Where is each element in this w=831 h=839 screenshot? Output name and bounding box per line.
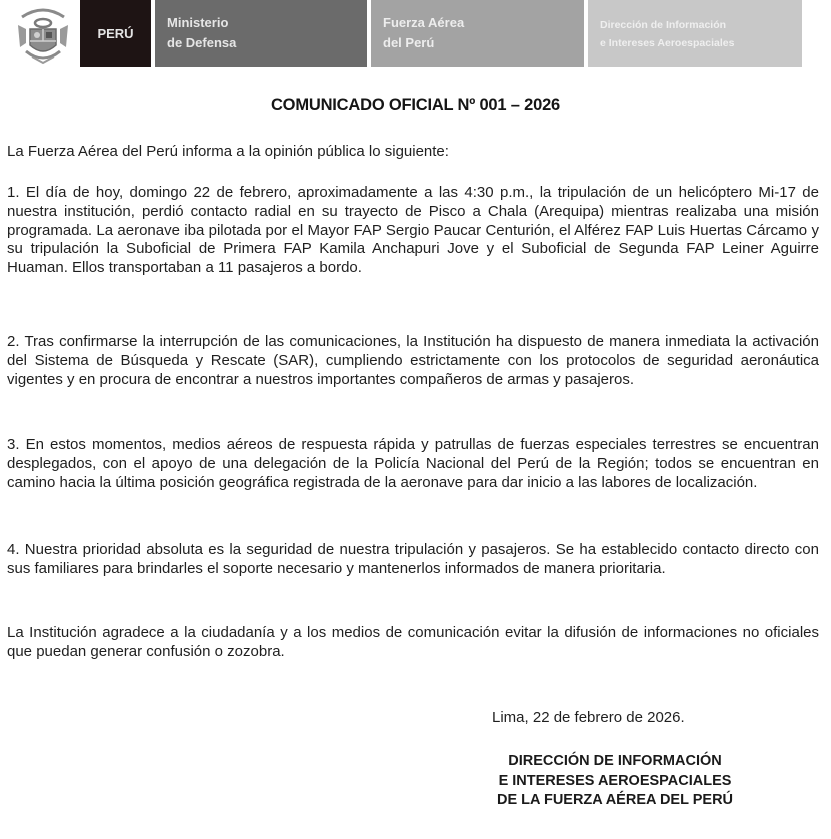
country-block [80,0,151,67]
letterhead [0,0,831,70]
place-date: Lima, 22 de febrero de 2026. [492,709,685,726]
signature-block [440,752,790,811]
country-label: PERÚ [97,25,134,41]
air-force-line-2: del Perú [383,35,435,50]
paragraph-3: 3. En estos momentos, medios aéreos de respuesta rápida y patrullas de fuerzas especiales terrestres se encuentran desplegados, con el apoyo de una delegación de la Policía Nacional del Perú de la Región; todos se encuentran en camino hacia la última posición geográfica registrada de la aeronave para dar inicio a las labores de localización. [7,436,819,491]
signature-line-1: DIRECCIÓN DE INFORMACIÓN [508,753,722,769]
air-force-line-1: Fuerza Aérea [383,15,465,30]
ministry-block [155,0,367,67]
directorate-line-1: Dirección de Información [600,19,727,31]
paragraph-4: 4. Nuestra prioridad absoluta es la seguridad de nuestra tripulación y pasajeros. Se ha establecido contacto directo con sus familiares para brindarles el soporte necesario y mantenerlos informados de manera prioritaria. [7,541,819,577]
ministry-line-1: Ministerio [167,15,229,30]
closing-paragraph: La Institución agradece a la ciudadanía y a los medios de comunicación evitar la difusión de informaciones no oficiales que puedan generar confusión o zozobra. [7,624,819,660]
intro-text: La Fuerza Aérea del Perú informa a la opinión pública lo siguiente: [7,143,449,160]
paragraph-1: 1. El día de hoy, domingo 22 de febrero, aproximadamente a las 4:30 p.m., la tripulación de un helicóptero Mi-17 de nuestra institución, perdió contacto radial en su trayecto de Pisco a Chala (Arequipa) mientras realizaba una misión programada. La aeronave iba pilotada por el Mayor FAP Sergio Paucar Centurión, el Alférez FAP Luis Huertas Cárcamo y su tripulación la Suboficial de Primera FAP Kamila Anchapuri Jove y el Suboficial de Segunda FAP Leiner Aguirre Huaman. Ellos transportaban a 11 pasajeros a bordo. [7,184,819,277]
paragraph-2: 2. Tras confirmarse la interrupción de las comunicaciones, la Institución ha dispuesto de manera inmediata la activación del Sistema de Búsqueda y Rescate (SAR), cumpliendo estrictamente con los protocolos de seguridad aeronáutica vigentes y en procura de encontrar a nuestros importantes compañeros de armas y pasajeros. [7,333,819,388]
peru-coat-of-arms-icon [12,3,74,67]
signature-line-3: DE LA FUERZA AÉREA DEL PERÚ [496,792,734,808]
directorate-block [588,0,802,67]
ministry-line-2: de Defensa [167,35,237,50]
document-title: COMUNICADO OFICIAL Nº 001 – 2026 [270,96,561,114]
directorate-line-2: e Intereses Aeroespaciales [600,37,735,49]
air-force-block [371,0,584,67]
signature-line-2: E INTERESES AEROESPACIALES [498,772,732,789]
